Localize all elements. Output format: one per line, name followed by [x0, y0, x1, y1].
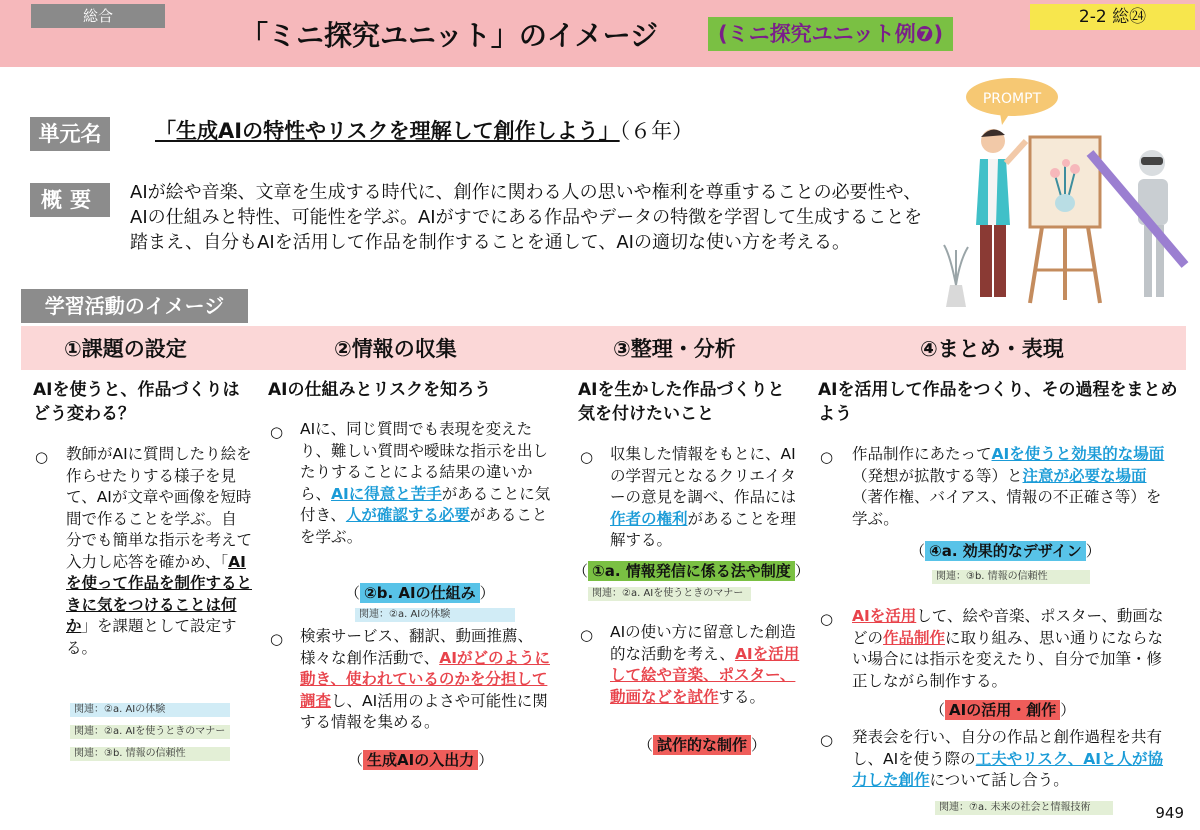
- tag-close: ）: [479, 584, 495, 602]
- col2-item1-bullet: ○: [270, 423, 284, 441]
- col1-item1: [66, 444, 252, 659]
- col4-item1-emphasis-1: AIを使うと効果的な場面: [991, 445, 1165, 463]
- unit-title-text: 「生成AIの特性やリスクを理解して創作しよう」: [155, 119, 620, 143]
- col4-item1-text-mid: （発想が拡散する等）と: [852, 466, 1023, 485]
- code-badge: 2-2 総㉔: [1030, 4, 1195, 30]
- col4-item2-bullet: ○: [820, 610, 834, 628]
- col4-item2-emphasis-2: 作品制作: [883, 628, 946, 647]
- col1-related-2: 関連：②a. AIを使うときのマナー: [70, 725, 230, 739]
- col1-related-3: 関連：③b. 情報の信頼性: [70, 747, 230, 761]
- tag-close: ）: [794, 562, 810, 580]
- col4-item3-bullet: ○: [820, 731, 834, 749]
- col2-item1-text: AIに、同じ質問でも表現を変えたり、難しい質問や曖昧な指示を出したりすることによる結果の違いから、: [300, 420, 549, 503]
- col2-item2-text: 検索サービス、翻訳、動画推薦、様々な創作活動で、: [300, 627, 533, 667]
- col2-tag-1: [345, 582, 495, 603]
- col1-item1-bullet: ○: [35, 448, 49, 466]
- unit-title: [155, 115, 693, 145]
- col2-tag-1-label: ②b. AIの仕組み: [360, 583, 480, 603]
- col2-tag-2: [348, 749, 493, 770]
- col3-item2-text-end: する。: [718, 687, 766, 706]
- col4-tag-1: [910, 540, 1101, 561]
- col2-item1-emphasis-2: 人が確認する必要: [345, 506, 470, 524]
- col3-item1-text: 収集した情報をもとに、AIの学習元となるクリエイターの意見を調べ、作品には: [610, 445, 797, 506]
- col4-item1-text: 作品制作にあたって: [852, 445, 992, 463]
- col4-heading: AIを活用して作品をつくり、その過程をまとめよう: [818, 380, 1178, 424]
- tag-open: （: [573, 562, 589, 580]
- col3-item1: [610, 444, 800, 552]
- col4-item3-text-end: について話し合う。: [929, 771, 1069, 789]
- col4-item2-text-end: に取り組み、思い通りにならない場合には指示を変えたり、自分で加筆・修正しながら制作する。: [852, 628, 1163, 690]
- phase-4: ④まとめ・表現: [920, 337, 1064, 361]
- col3-tag-1-label: ①a. 情報発信に係る法や制度: [588, 561, 795, 581]
- col3-heading: AIを生かした作品づくりと気を付けたいこと: [578, 380, 785, 424]
- col2-item1: [300, 419, 560, 548]
- tag-close: ）: [478, 751, 494, 769]
- example-badge: (ミニ探究ユニット例❼): [708, 17, 953, 51]
- col1-item1-text: 教師がAIに質問したり絵を作らせたりする様子を見て、AIが文章や画像を短時間で作ることを学ぶ。自分でも簡単な指示を考えて入力し応答を確かめ、「: [66, 445, 253, 571]
- page-number: 949: [1155, 804, 1184, 822]
- col3-tag-2: [638, 734, 766, 755]
- summary-text: AIが絵や音楽、文章を生成する時代に、創作に関わる人の思いや権利を尊重することの必要性や、AIの仕組みと特性、可能性を学ぶ。AIがすでにある作品やデータの特徴を学習して生成することを踏まえ、自分もAIを活用して作品を制作することを通して、AIの適切な使い方を考える。: [130, 182, 923, 253]
- col2-tag-2-label: 生成AIの入出力: [363, 750, 478, 770]
- col3-tag-2-label: 試作的な制作: [653, 735, 751, 755]
- col4-related-1: 関連：③b. 情報の信頼性: [932, 570, 1090, 584]
- col4-item2-text-mid: して、絵や音楽、ポスター、動画などの: [852, 607, 1164, 647]
- col3-tag-1: [573, 560, 810, 581]
- col4-item2-emphasis-1: AIを活用: [852, 607, 917, 625]
- subject-tag: 総合: [31, 4, 165, 28]
- col2-item2: [300, 626, 560, 734]
- col3-item2-emphasis: AIを活用して絵や音楽、ポスター、動画などを試作: [610, 644, 800, 706]
- unit-grade: （６年）: [619, 119, 694, 143]
- tag-close: ）: [751, 736, 767, 754]
- col1-item1-text-end: 」を課題として設定する。: [66, 617, 237, 657]
- col3-item2-bullet: ○: [580, 626, 594, 644]
- col4-item1-bullet: ○: [820, 448, 834, 466]
- tag-close: ）: [1060, 701, 1076, 719]
- col1-heading: AIを使うと、作品づくりはどう変わる？: [33, 380, 240, 424]
- col1-item1-emphasis: AIを使って作品を制作するときに気をつけることは何か: [66, 552, 253, 635]
- col4-tag-1-label: ④a. 効果的なデザイン: [925, 541, 1086, 561]
- col4-tag-2-label: AIの活用・創作: [945, 700, 1060, 720]
- col4-item2: [852, 606, 1174, 692]
- col4-item3-emphasis: 工夫やリスク、AIと人が協力した創作: [852, 749, 1164, 789]
- tag-close: ）: [1085, 542, 1101, 560]
- phase-1: ①課題の設定: [64, 337, 187, 361]
- col4-item1-text-end: （著作権、バイアス、情報の不正確さ等）を学ぶ。: [852, 488, 1162, 528]
- illustration-person-robot-painting: [930, 75, 1192, 310]
- tag-open: （: [910, 542, 926, 560]
- activity-label: 学習活動のイメージ: [21, 289, 248, 323]
- col4-tag-2: [930, 699, 1075, 720]
- col2-item1-text-mid: があることに気付き、: [300, 484, 551, 524]
- col4-related-2: 関連：⑦a. 未来の社会と情報技術: [935, 801, 1113, 815]
- col2-item2-text-end: し、AI活用のよさや可能性に関する情報を集める。: [300, 691, 548, 731]
- col2-item1-text-end: があることを学ぶ。: [300, 506, 548, 546]
- col3-item1-bullet: ○: [580, 448, 594, 466]
- col3-item2-text: AIの使い方に留意した創造的な活動を考え、: [610, 623, 796, 663]
- col2-related-1: 関連：②a. AIの体験: [355, 608, 515, 622]
- col3-item1-emphasis: 作者の権利: [610, 509, 688, 528]
- page-title: 「ミニ探究ユニット」のイメージ: [240, 19, 659, 52]
- col1-related-1: 関連：②a. AIの体験: [70, 703, 230, 717]
- col4-item3-text: 発表会を行い、自分の作品と創作過程を共有し、AIを使う際の: [852, 728, 1163, 768]
- col4-item3: [852, 727, 1174, 792]
- tag-open: （: [930, 701, 946, 719]
- col3-related-1: 関連：②a. AIを使うときのマナー: [588, 587, 751, 601]
- phase-2: ②情報の収集: [334, 337, 457, 361]
- col2-item2-emphasis: AIがどのように動き、使われているのかを分担して調査: [300, 648, 550, 710]
- unit-label: 単元名: [30, 117, 110, 151]
- phase-3: ③整理・分析: [613, 337, 736, 361]
- col2-item2-bullet: ○: [270, 630, 284, 648]
- col4-item1: [852, 444, 1172, 530]
- tag-open: （: [345, 584, 361, 602]
- col4-item1-emphasis-2: 注意が必要な場面: [1022, 466, 1147, 485]
- col2-item1-emphasis-1: AIに得意と苦手: [331, 484, 442, 503]
- col3-item1-text-end: があることを理解する。: [610, 509, 797, 549]
- prompt-label: PROMPT: [982, 91, 1042, 107]
- col3-item2: [610, 622, 800, 708]
- tag-open: （: [638, 736, 654, 754]
- summary-label: 概要: [30, 183, 110, 217]
- tag-open: （: [348, 751, 364, 769]
- col2-heading: AIの仕組みとリスクを知ろう: [268, 380, 492, 400]
